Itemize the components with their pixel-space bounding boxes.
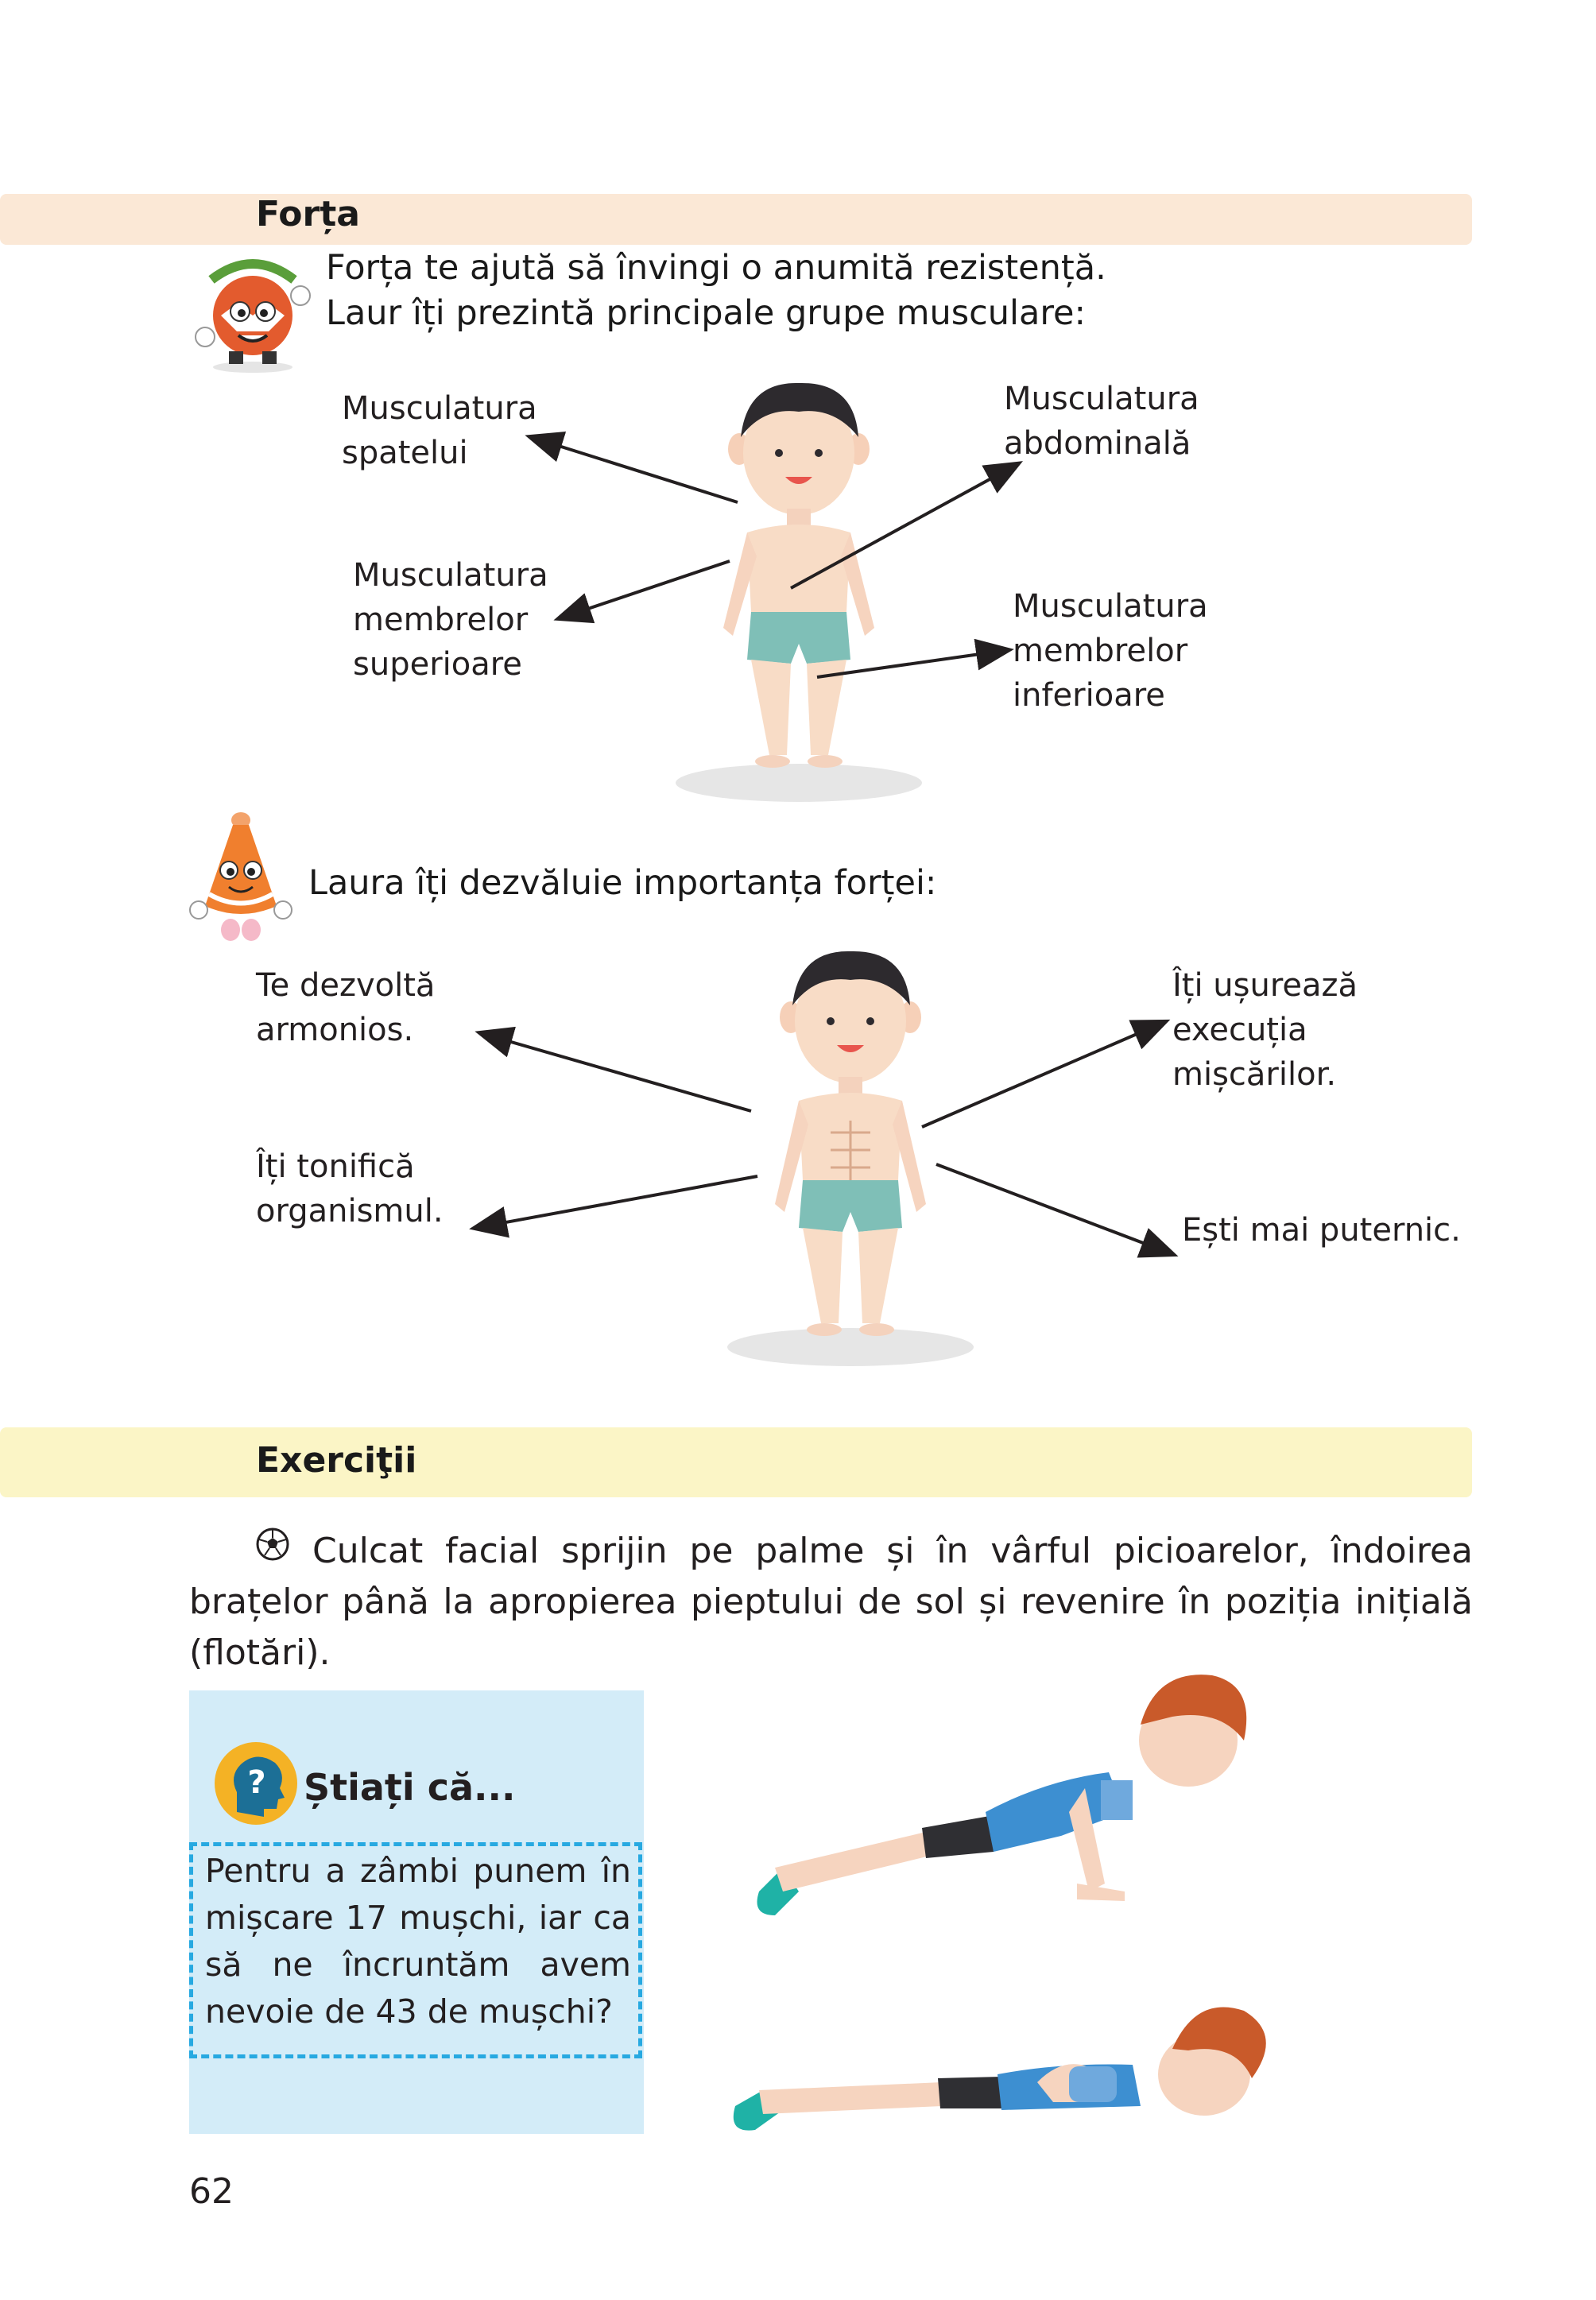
benefit-tone: Îți tonifică organismul. [256, 1148, 444, 1229]
boy-figure-strength [719, 942, 982, 1371]
arrow-lower-limbs [817, 650, 1008, 677]
label-upper-limb-muscles: Musculatura membrelor superioare [353, 557, 548, 683]
laura-mascot-icon [189, 811, 292, 946]
pushup-up-illustration [727, 1653, 1276, 1923]
exercises-title: Exerciţii [256, 1440, 417, 1481]
arrow-tone [475, 1176, 757, 1228]
label-abdominal-muscles: Musculatura abdominală [1004, 381, 1199, 462]
benefit-strong: Ești mai puternic. [1182, 1212, 1461, 1249]
pushup-down-illustration [727, 1963, 1300, 2146]
question-head-icon [213, 1740, 299, 1826]
forta-intro-line1: Forța te ajută să învingi o anumită rezistență. [326, 248, 1106, 288]
label-lower-limb-muscles: Musculatura membrelor inferioare [1013, 588, 1208, 714]
exercise-description: Culcat facial sprijin pe palme și în vârful picioarelor, îndoirea brațelor până la apropierea pieptului de sol și revenire în poziția inițială (flotări). [189, 1531, 1473, 1673]
forta-intro-line2: Laur îți prezintă principale grupe musculare: [326, 293, 1086, 333]
did-you-know-title: Știați că... [304, 1766, 516, 1809]
did-you-know-text: Pentru a zâmbi punem în mișcare 17 mușchi, iar ca să ne încruntăm avem nevoie de 43 de mușchi? [205, 1852, 631, 2031]
forta-title: Forța [256, 194, 360, 234]
importance-intro: Laura îți dezvăluie importanța forței: [308, 863, 937, 903]
benefit-harmonious: Te dezvoltă armonios. [256, 967, 436, 1048]
exercises-header-band [0, 1427, 1472, 1497]
arrow-back [531, 437, 738, 502]
label-back-muscles: Musculatura spatelui [342, 390, 537, 471]
page-number: 62 [189, 2171, 234, 2212]
arrow-abdominal [791, 464, 1017, 588]
arrow-upper-limbs [560, 561, 730, 618]
svg-text:?: ? [247, 1764, 266, 1801]
arrow-harmonious [481, 1033, 751, 1111]
benefit-movement: Îți ușurează execuția mișcărilor. [1172, 967, 1358, 1093]
